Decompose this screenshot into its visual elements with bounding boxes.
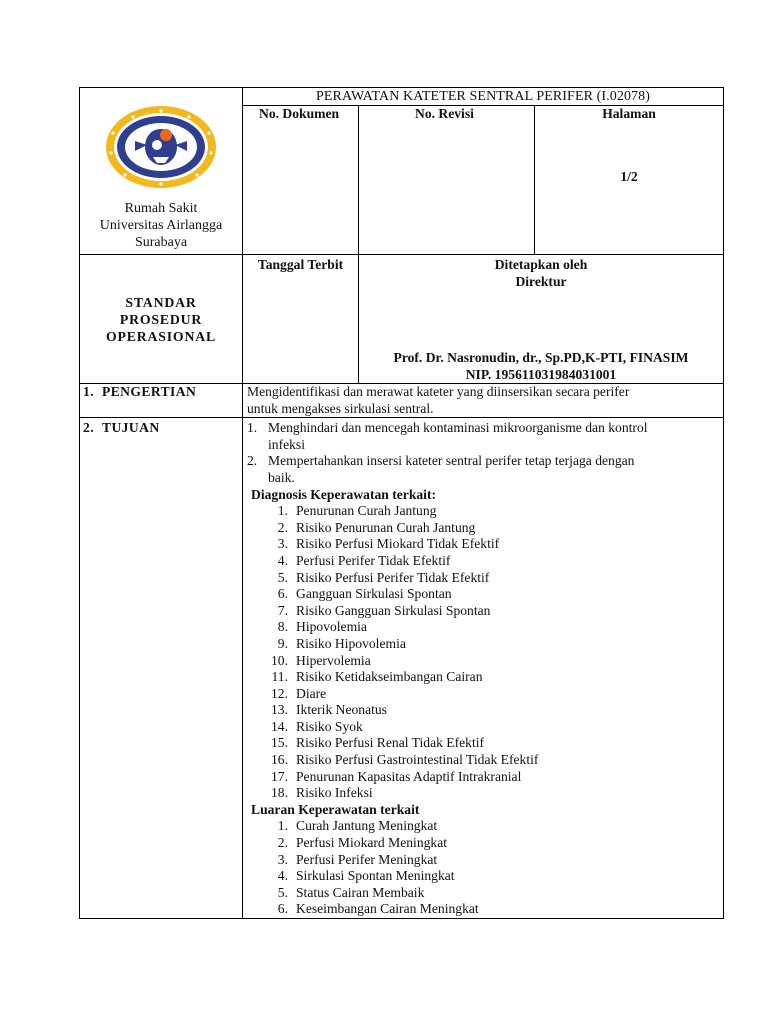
ditetapkan-label: Ditetapkan oleh <box>494 257 588 272</box>
list-item-number: 6. <box>277 586 288 602</box>
list-item-number: 17. <box>271 768 288 784</box>
list-item-number: 13. <box>271 702 288 718</box>
sop-label-cell: STANDAR PROSEDUR OPERASIONAL <box>80 255 243 384</box>
list-item <box>247 852 721 869</box>
university-seal-icon <box>105 105 217 189</box>
list-item <box>247 669 721 686</box>
list-item-number: 15. <box>271 735 288 751</box>
list-item-number: 4. <box>277 552 288 568</box>
sop-document-table <box>79 87 724 919</box>
direktur-label: Direktur <box>515 273 567 289</box>
list-item <box>247 653 721 670</box>
list-item <box>247 769 721 786</box>
document-title: PERAWATAN KATETER SENTRAL PERIFER (I.02078) <box>243 88 724 106</box>
no-dokumen-label: No. Dokumen <box>259 106 340 121</box>
list-item <box>247 735 721 752</box>
list-item-text: Risiko Perfusi Perifer Tidak Efektif <box>296 569 490 585</box>
list-item-number: 16. <box>271 752 288 768</box>
tanggal-terbit-label: Tanggal Terbit <box>257 257 344 272</box>
list-item-text: Keseimbangan Cairan Meningkat <box>296 901 479 917</box>
list-item <box>247 636 721 653</box>
list-item-text: Risiko Perfusi Renal Tidak Efektif <box>296 735 485 751</box>
list-item-number: 2. <box>277 835 288 851</box>
list-item <box>247 785 721 802</box>
list-item-text: Risiko Perfusi Gastrointestinal Tidak Efektif <box>296 752 539 768</box>
list-item-number: 12. <box>271 685 288 701</box>
list-item-number: 9. <box>277 635 288 651</box>
list-item: 1. Menghindari dan mencegah kontaminasi mikroorganisme dan kontrol infeksi <box>247 420 648 452</box>
list-item-number: 14. <box>271 718 288 734</box>
list-item-text: Risiko Infeksi <box>296 785 373 801</box>
list-item <box>247 603 721 620</box>
list-item-number: 18. <box>271 785 288 801</box>
list-item-text: Curah Jantung Meningkat <box>296 818 438 834</box>
list-item <box>247 835 721 852</box>
list-item-number: 5. <box>277 569 288 585</box>
list-item-number: 11. <box>271 669 288 685</box>
list-item-text: Penurunan Kapasitas Adaptif Intrakranial <box>296 768 522 784</box>
list-item-number: 6. <box>277 901 288 917</box>
institution-name: Rumah Sakit Universitas Airlangga Surabaya <box>99 201 223 250</box>
director-nip: NIP. 195611031984031001 <box>465 366 617 382</box>
list-item <box>247 586 721 603</box>
list-item-text: Risiko Gangguan Sirkulasi Spontan <box>296 602 491 618</box>
list-item-number: 3. <box>277 851 288 867</box>
list-item-text: Hipovolemia <box>296 619 367 635</box>
list-item <box>247 553 721 570</box>
tujuan-label-cell: 2. TUJUAN <box>80 418 243 919</box>
halaman-cell <box>535 106 724 255</box>
halaman-label: Halaman <box>602 106 656 121</box>
list-item-number: 1. <box>277 818 288 834</box>
diagnosis-list <box>247 503 721 802</box>
list-item-text: Gangguan Sirkulasi Spontan <box>296 586 452 602</box>
list-item-text: Risiko Perfusi Miokard Tidak Efektif <box>296 536 500 552</box>
list-item-text: Penurunan Curah Jantung <box>296 503 437 519</box>
list-item-number: 8. <box>277 619 288 635</box>
list-item <box>247 752 721 769</box>
list-item-text: Perfusi Perifer Tidak Efektif <box>296 552 451 568</box>
list-item <box>247 868 721 885</box>
ditetapkan-cell <box>359 255 724 384</box>
list-item-number: 3. <box>277 536 288 552</box>
list-item-number: 1. <box>277 503 288 519</box>
list-item-text: Risiko Hipovolemia <box>296 635 406 651</box>
list-item <box>247 719 721 736</box>
list-item <box>247 702 721 719</box>
list-item <box>247 901 721 918</box>
list-item-text: Risiko Penurunan Curah Jantung <box>296 519 476 535</box>
list-item <box>247 818 721 835</box>
list-item-number: 2. <box>277 519 288 535</box>
no-revisi-cell <box>359 106 535 255</box>
institution-cell <box>80 88 243 255</box>
list-item <box>247 619 721 636</box>
list-item-number: 10. <box>271 652 288 668</box>
list-item-text: Risiko Syok <box>296 718 363 734</box>
list-item-text: Perfusi Perifer Meningkat <box>296 851 438 867</box>
pengertian-content: Mengidentifikasi dan merawat kateter yang diinsersikan secara perifer untuk mengakses sirkulasi sentral. <box>243 384 724 418</box>
no-dokumen-cell <box>243 106 359 255</box>
list-item <box>247 536 721 553</box>
list-item <box>247 686 721 703</box>
list-item <box>247 885 721 902</box>
halaman-value: 1/2 <box>620 168 638 184</box>
list-item-text: Hipervolemia <box>296 652 371 668</box>
tujuan-list <box>247 420 721 486</box>
list-item <box>247 503 721 520</box>
list-item <box>247 520 721 537</box>
list-item-text: Sirkulasi Spontan Meningkat <box>296 868 455 884</box>
tujuan-label: TUJUAN <box>102 420 160 436</box>
no-revisi-label: No. Revisi <box>415 106 474 121</box>
list-item: 2. Mempertahankan insersi kateter sentral perifer tetap terjaga dengan baik. <box>247 453 635 485</box>
list-item-text: Risiko Ketidakseimbangan Cairan <box>296 669 483 685</box>
luaran-heading: Luaran Keperawatan terkait <box>251 801 420 817</box>
list-item-text: Status Cairan Membaik <box>296 884 425 900</box>
list-item <box>247 570 721 587</box>
list-item-number: 5. <box>277 884 288 900</box>
pengertian-label: PENGERTIAN <box>102 384 197 399</box>
list-item-text: Diare <box>296 685 327 701</box>
list-item-text: Ikterik Neonatus <box>296 702 387 718</box>
director-name: Prof. Dr. Nasronudin, dr., Sp.PD,K-PTI, FINASIM <box>393 350 689 365</box>
diagnosis-heading: Diagnosis Keperawatan terkait: <box>251 486 437 502</box>
list-item-text: Perfusi Miokard Meningkat <box>296 835 448 851</box>
tanggal-terbit-cell <box>243 255 359 384</box>
pengertian-label-cell: 1. PENGERTIAN <box>80 384 243 418</box>
list-item-number: 4. <box>277 868 288 884</box>
list-item-number: 7. <box>277 602 288 618</box>
tujuan-content <box>243 418 724 919</box>
luaran-list <box>247 818 721 918</box>
